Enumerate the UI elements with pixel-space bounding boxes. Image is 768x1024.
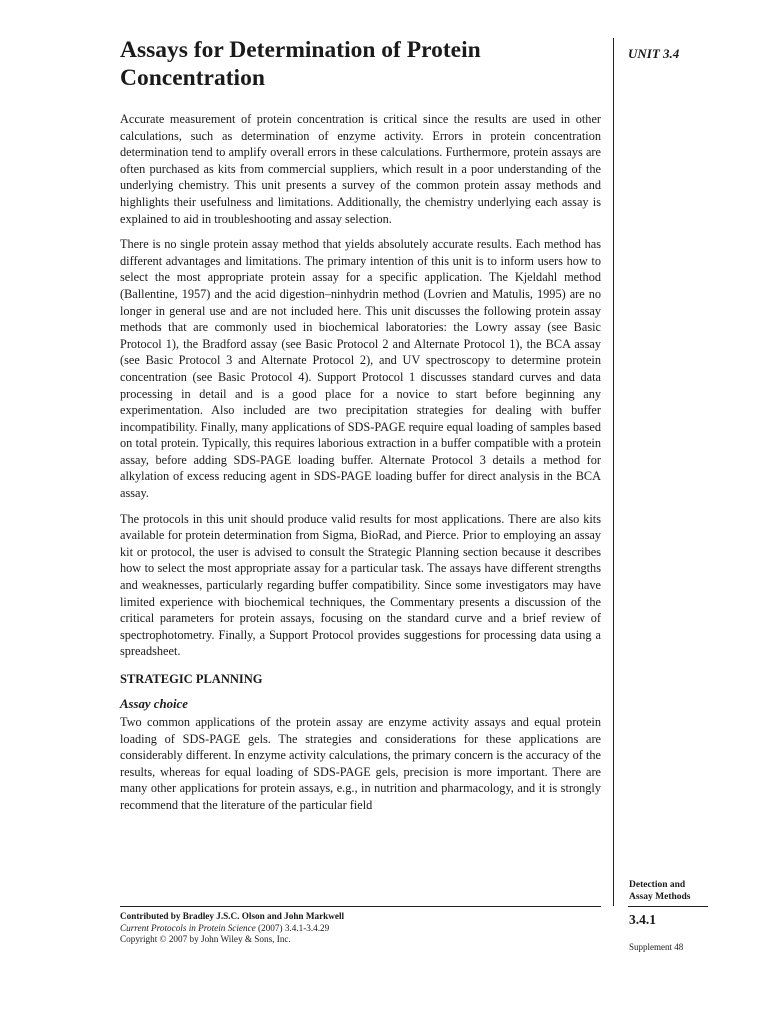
contributors: Contributed by Bradley J.S.C. Olson and John Markwell — [120, 911, 345, 921]
supplement-label: Supplement 48 — [629, 942, 684, 952]
paragraph-methods: There is no single protein assay method that yields absolutely accurate results. Each method has different advantages and limitations. The primary intention of this unit is to inform users how to select the most appropriate protein assay for a specific application. The Kjeldahl method (Ballentine, 1957) and the acid digestion–ninhydrin method (Lovrien and Matulis, 1995) are no longer in general use and are not included here. This unit discusses the following protein assay methods that are commonly used in biochemical laboratories: the Lowry assay (see Basic Protocol 1), the Bradford assay (see Basic Protocol 2 and Alternate Protocol 1), the BCA assay (see Basic Protocol 3 and Alternate Protocol 2), and UV spectroscopy to determine protein concentration (see Basic Protocol 4). Support Protocol 1 discusses standard curves and data processing in detail and is a good place for a novice to start before beginning any experimentation. Also included are two precipitation strategies for dealing with buffer incompatibility. Finally, many applications of SDS-PAGE require equal loading of samples based on total protein. Typically, this requires laborious extraction in a buffer compatible with a protein assay, before adding SDS-PAGE loading buffer. Alternate Protocol 3 details a method for alkylation of excess reducing agent in SDS-PAGE loading buffer for direct analysis in the BCA assay. — [120, 237, 601, 501]
citation-line — [120, 923, 344, 935]
copyright: Copyright © 2007 by John Wiley & Sons, Inc. — [120, 934, 291, 944]
section-name — [629, 880, 691, 903]
footer-divider — [120, 906, 601, 907]
sidebar-footer-divider — [628, 906, 708, 907]
paragraph-intro: Accurate measurement of protein concentration is critical since the results are used in other calculations, such as determination of enzyme activity. Errors in protein concentration determination tend to amplify overall errors in these calculations. Furthermore, protein assays are often purchased as kits from commercial suppliers, which result in a poor understanding of the underlying chemistry. This unit presents a survey of the common protein assay methods and highlights their usefulness and limitations. Additionally, the chemistry underlying each assay is explained to aid in troubleshooting and assay selection. — [120, 112, 601, 226]
unit-label: UNIT 3.4 — [628, 46, 680, 61]
page-title — [120, 36, 600, 92]
section-name-line-1: Detection and — [629, 880, 686, 890]
title-line-1: Assays for Determination of Protein — [120, 37, 481, 63]
subsection-heading: Assay choice — [120, 697, 188, 711]
paragraph-assay-choice: Two common applications of the protein assay are enzyme activity assays and equal protein loading of SDS-PAGE gels. The strategies and considerations for these applications are considerably different. In enzyme activity calculations, the primary concern is the accuracy of the results, whereas for equal loading of SDS-PAGE gels, precision is more important. There are many other applications for protein assays, e.g., in nutrition and pharmacology, and it is strongly recommend that the literature of the particular field — [120, 715, 601, 812]
citation: (2007) 3.4.1-3.4.29 — [255, 922, 330, 933]
section-heading: STRATEGIC PLANNING — [120, 672, 263, 686]
page-number: 3.4.1 — [629, 912, 656, 927]
journal-name: Current Protocols in Protein Science — [120, 922, 256, 933]
paragraph-protocols: The protocols in this unit should produce valid results for most applications. There are also kits available for protein determination from Sigma, BioRad, and Pierce. Prior to employing an assay kit or protocol, the user is advised to consult the Strategic Planning section because it describes how to select the most appropriate assay for a particular task. The assays have different strengths and weaknesses, particularly regarding buffer compatibility. Since some investigators may have limited experience with biochemical techniques, the Commentary presents a discussion of the critical parameters for protein assays, focusing on the standard curve and a brief review of spectrophotometry. Finally, a Support Protocol provides suggestions for processing data using a spreadsheet. — [120, 511, 601, 659]
section-name-line-2: Assay Methods — [629, 891, 691, 902]
body-text — [120, 111, 601, 814]
footer — [120, 911, 344, 946]
margin-divider — [613, 38, 614, 906]
title-line-2: Concentration — [120, 65, 265, 91]
